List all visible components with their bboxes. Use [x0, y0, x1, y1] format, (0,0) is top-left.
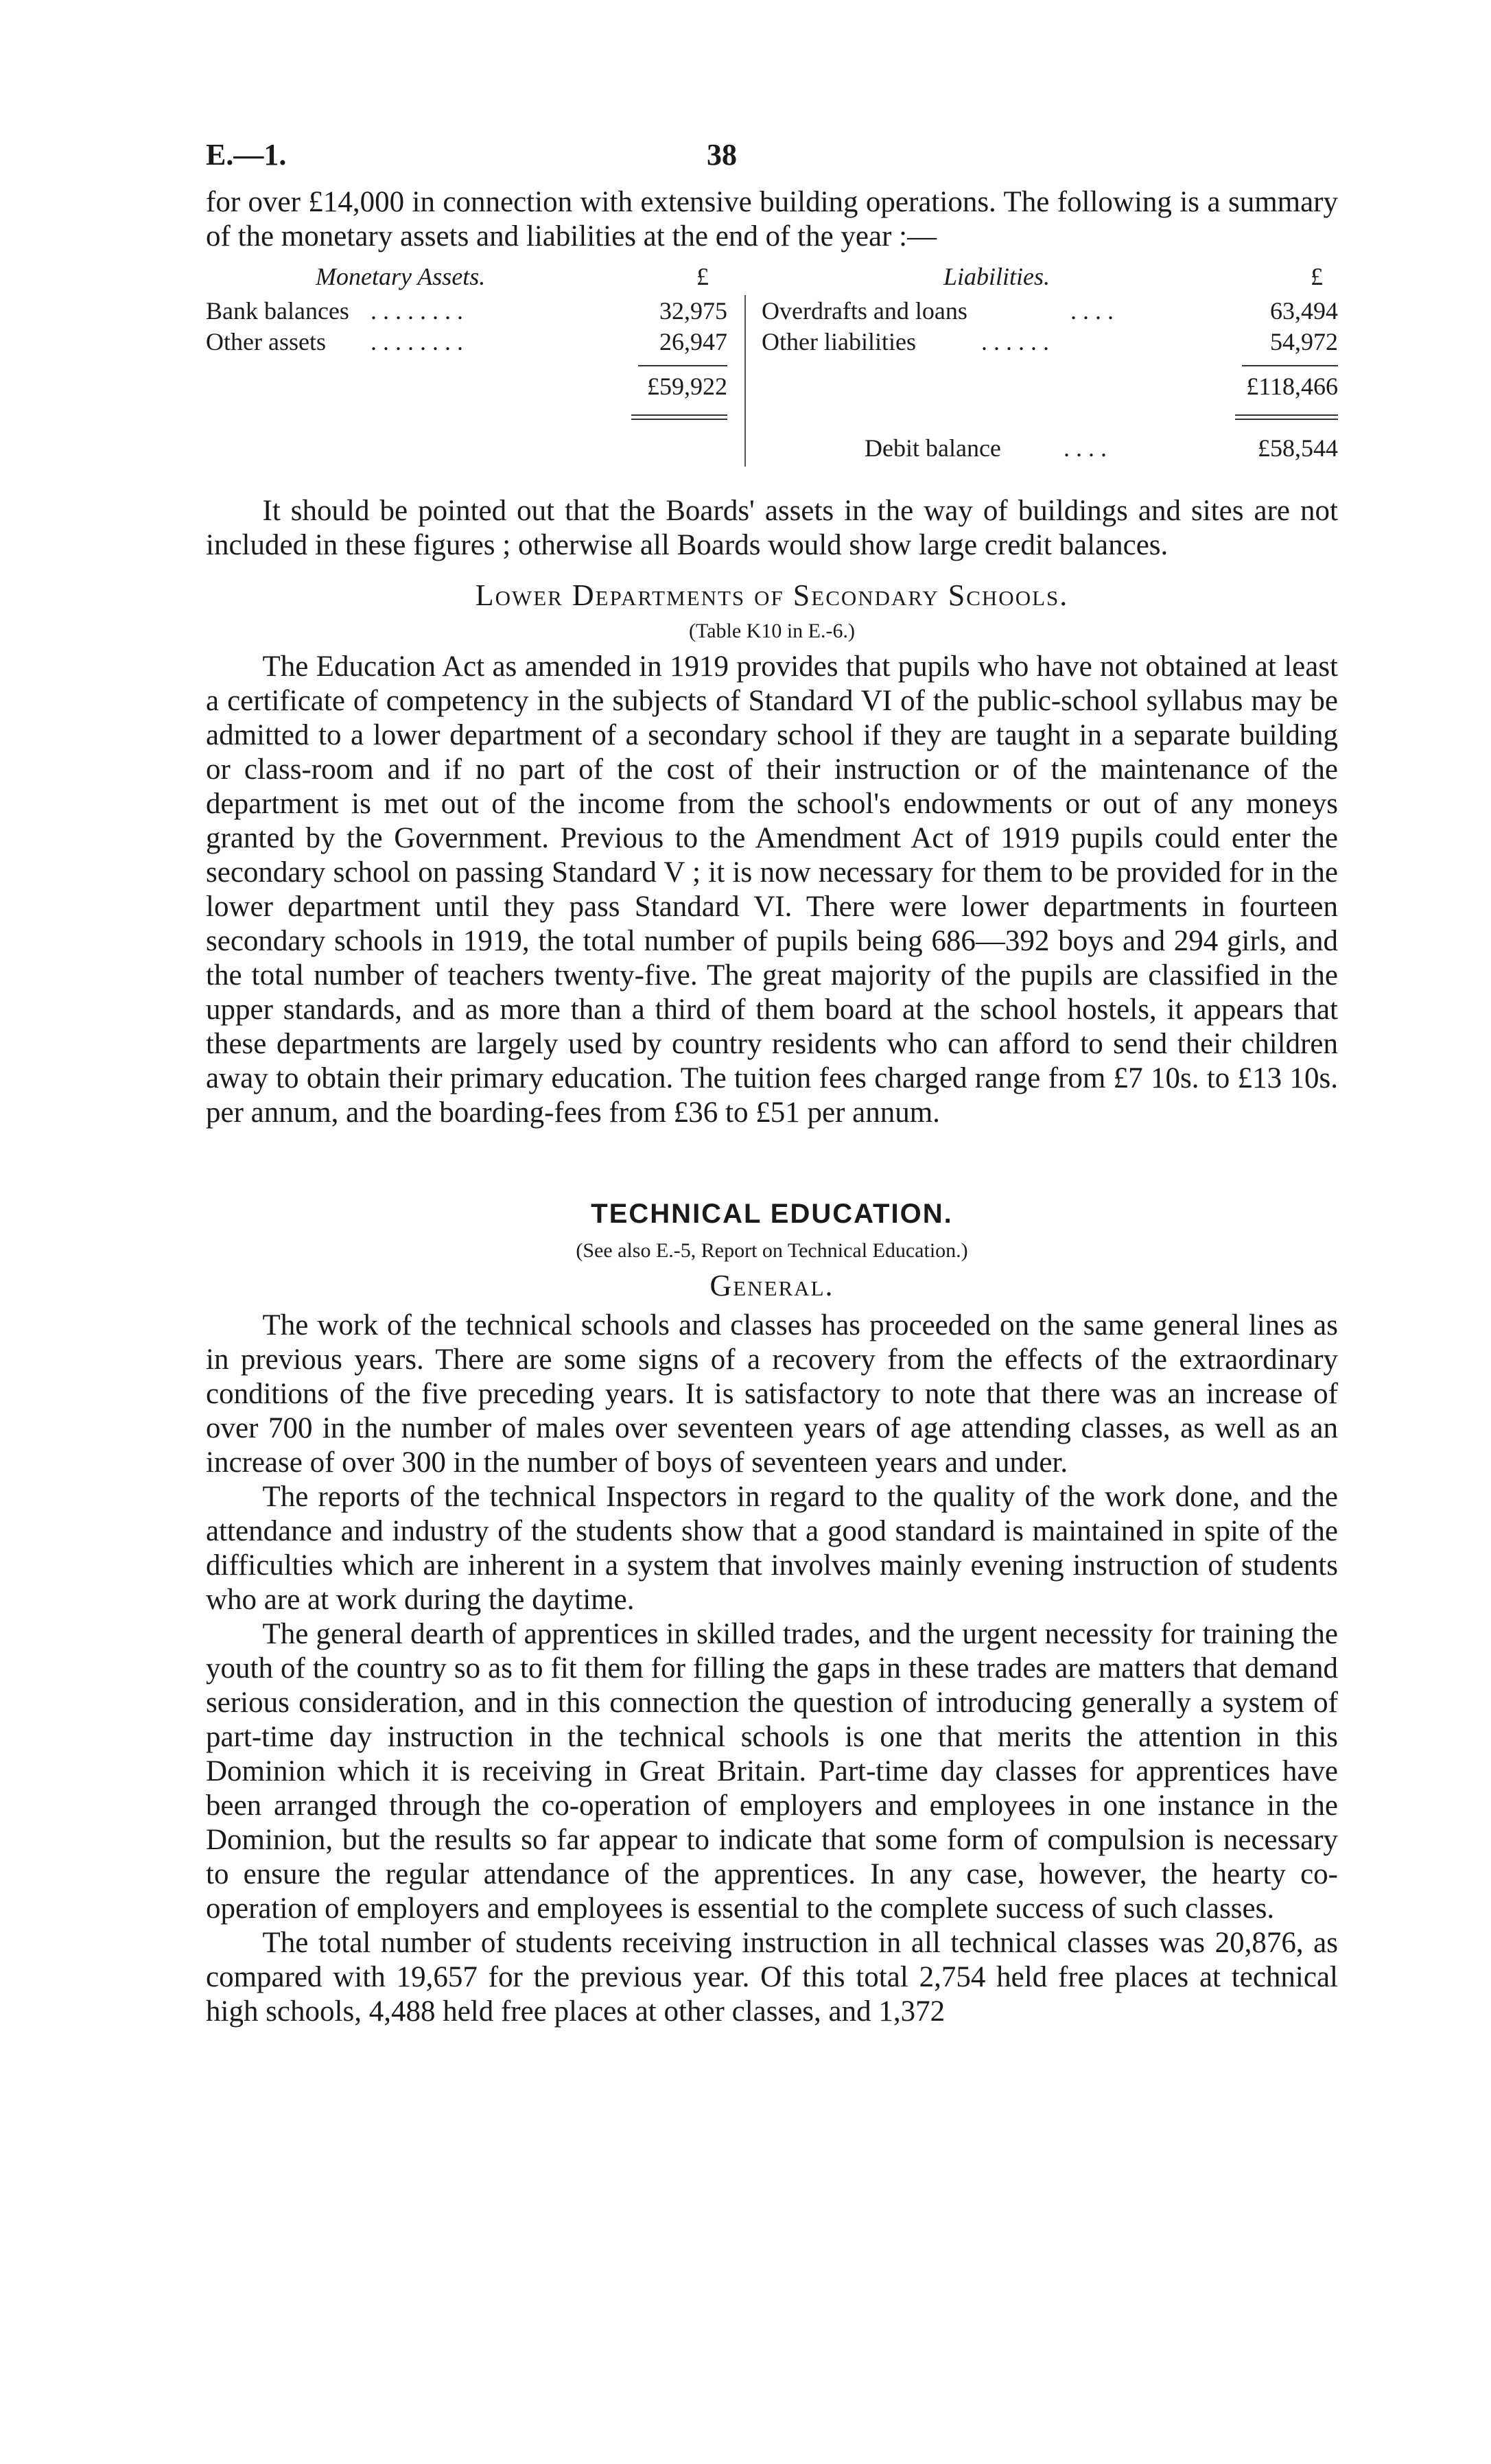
column-separator [744, 295, 746, 467]
page-header [206, 137, 1338, 185]
debit-balance-value: £58,544 [1258, 434, 1338, 462]
asset-leader: . . . . . . . . [371, 297, 463, 325]
debit-balance-label: Debit balance [865, 434, 1001, 462]
asset-label: Bank balances [206, 297, 349, 325]
liabilities-total: £118,466 [1246, 373, 1338, 400]
asset-value: 32,975 [659, 297, 727, 325]
liabilities-total-rule [1235, 414, 1338, 420]
liabilities-currency: £ [1311, 263, 1323, 290]
debit-leader: . . . . [1064, 434, 1107, 462]
intro-paragraph: for over £14,000 in connection with extensive building operations. The following is a summary of the monetary assets and liabilities at the end of the year :— [206, 186, 1338, 253]
lower-departments-paragraph: The Education Act as amended in 1919 provides that pupils who have not obtained at least a certificate of competency in the subjects of Standard VI of the public-school syllabus may be admitted to a lower department of a secondary school if they are taught in a separate building or class-room and if no part of the cost of their instruction or of the maintenance of the department is met out of the income from the school's endowments or out of any moneys granted by the Government. Previous to the Amendment Act of 1919 pupils could enter the secondary school on passing Standard V ; it is now necessary for them to be provided for in the lower department until they pass Standard VI. There were lower departments in fourteen secondary schools in 1919, the total number of pupils being 686—392 boys and 294 girls, and the total number of teachers twenty-five. The great majority of the pupils are classified in the upper standards, and as more than a third of them board at the school hostels, it appears that these departments are largely used by country residents who can afford to send their children away to obtain their primary education. The tuition fees charged range from £7 10s. to £13 10s. per annum, and the boarding-fees from £36 to £51 per annum. [206, 650, 1338, 1129]
technical-general-subheading: General. [709, 1269, 834, 1302]
assets-currency: £ [696, 263, 709, 290]
liability-value: 63,494 [1270, 297, 1338, 325]
liability-value: 54,972 [1270, 328, 1338, 355]
assets-total: £59,922 [647, 373, 727, 400]
finance-summary [206, 262, 1338, 475]
assets-subtotal-rule [638, 365, 727, 366]
technical-see-also: (See also E.-5, Report on Technical Education.) [576, 1239, 968, 1262]
liability-label: Overdrafts and loans [762, 297, 967, 325]
liabilities-heading: Liabilities. [943, 263, 1050, 290]
technical-paragraph: The general dearth of apprentices in skilled trades, and the urgent necessity for training the youth of the country so as to fit them for filling the gaps in these trades are matters that demand serious consideration, and in this connection the question of introducing generally a system of part-time day instruction in the technical schools is one that merits the attention in this Dominion which it is receiving in Great Britain. Part-time day classes for apprentices have been arranged through the co-operation of employers and employees in one instance in the Dominion, but the results so far appear to indicate that some form of compulsion is necessary to ensure the regular attendance of the apprentices. In any case, however, the hearty co-operation of employers and employees is essential to the complete success of such classes. [206, 1618, 1338, 1925]
liabilities-subtotal-rule [1242, 365, 1338, 366]
technical-paragraph: The reports of the technical Inspectors in regard to the quality of the work done, and the attendance and industry of the students show that a good standard is maintained in spite of the difficulties which are inherent in a system that involves mainly evening instruction of students who are at work during the daytime. [206, 1481, 1338, 1616]
asset-value: 26,947 [659, 328, 727, 355]
technical-paragraph: The work of the technical schools and classes has proceeded on the same general lines as in previous years. There are some signs of a recovery from the effects of the extraordinary conditions of the five preceding years. It is satisfactory to note that there was an increase of over 700 in the number of males over seventeen years of age attending classes, as well as an increase of over 300 in the number of boys of seventeen years and under. [206, 1309, 1338, 1479]
assets-note-paragraph: It should be pointed out that the Boards' assets in the way of buildings and sites are not included in these figures ; otherwise all Boards would show large credit balances. [206, 495, 1338, 561]
lower-departments-table-ref: (Table K10 in E.-6.) [689, 620, 855, 642]
assets-heading: Monetary Assets. [316, 263, 486, 290]
asset-leader: . . . . . . . . [371, 328, 463, 355]
technical-education-heading: TECHNICAL EDUCATION. [591, 1199, 953, 1229]
lower-departments-heading: Lower Departments of Secondary Schools. [475, 578, 1069, 612]
page-number: 38 [707, 138, 737, 172]
asset-label: Other assets [206, 328, 326, 355]
document-code: E.—1. [206, 138, 287, 172]
liability-leader: . . . . . . [981, 328, 1049, 355]
liability-label: Other liabilities [762, 328, 916, 355]
liability-leader: . . . . [1070, 297, 1114, 325]
technical-paragraph: The total number of students receiving instruction in all technical classes was 20,876, as compared with 19,657 for the previous year. Of this total 2,754 held free places at technical high schools, 4,488 held free places at other classes, and 1,372 [206, 1927, 1338, 2028]
document-page [206, 137, 1338, 2029]
assets-total-rule [631, 414, 727, 420]
